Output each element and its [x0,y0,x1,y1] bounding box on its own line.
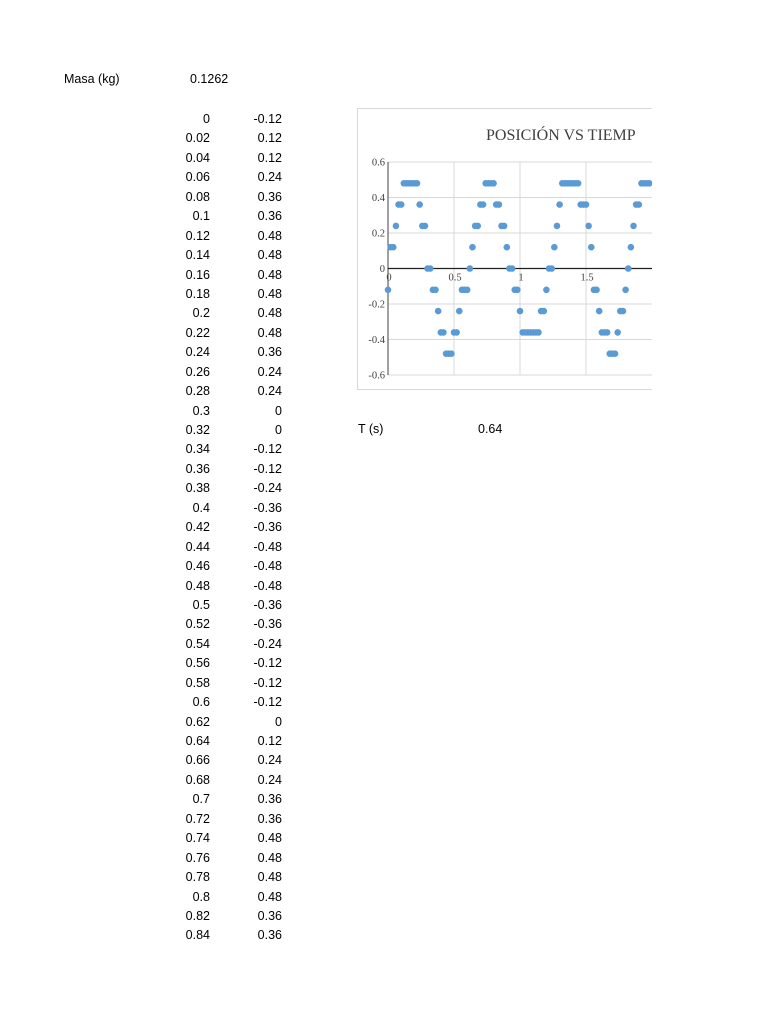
position-cell[interactable]: 0.36 [257,189,282,204]
table-row [160,751,290,770]
time-cell[interactable]: 0.84 [185,928,210,943]
data-point [554,223,561,230]
table-row [160,849,290,868]
table-row [160,829,290,848]
data-point [583,201,590,208]
position-cell[interactable]: 0.48 [257,228,282,243]
data-point [575,180,582,187]
time-cell[interactable]: 0.04 [185,150,210,165]
period-value[interactable]: 0.64 [478,422,503,436]
position-cell[interactable]: 0.48 [257,870,282,885]
time-cell[interactable]: 0.5 [192,597,210,612]
data-point [556,201,563,208]
data-point [604,329,611,336]
data-point [398,201,405,208]
data-point [517,308,524,315]
position-cell[interactable]: -0.12 [253,112,282,126]
table-row [160,149,290,168]
time-cell[interactable]: 0.24 [185,345,210,360]
time-cell[interactable]: 0.08 [185,189,210,204]
time-cell[interactable]: 0.68 [185,772,210,787]
table-row [160,654,290,673]
table-row [160,110,290,129]
time-cell[interactable]: 0.82 [185,908,210,923]
y-tick-label: 0.2 [371,228,385,240]
table-row [160,207,290,226]
time-cell[interactable]: 0.1 [192,209,210,224]
table-row [160,615,290,634]
data-point [509,265,516,272]
position-cell[interactable]: -0.12 [253,461,282,476]
time-cell[interactable]: 0.18 [185,286,210,301]
table-row [160,907,290,926]
table-row [160,227,290,246]
position-cell[interactable]: 0.12 [257,131,282,146]
time-cell[interactable]: 0.3 [192,403,210,418]
table-row [160,888,290,907]
table-row [160,168,290,187]
table-row [160,868,290,887]
data-point [593,287,600,294]
data-point [390,244,397,251]
position-cell[interactable]: 0.48 [257,325,282,340]
time-cell[interactable]: 0.44 [185,539,210,554]
data-point [440,329,447,336]
position-cell[interactable]: -0.48 [253,539,282,554]
time-cell[interactable]: 0.62 [185,714,210,729]
data-point [622,287,629,294]
data-point [469,244,476,251]
data-point [416,201,423,208]
time-cell[interactable]: 0.6 [192,695,210,710]
table-row [160,674,290,693]
data-point [435,308,442,315]
time-cell[interactable]: 0.7 [192,792,210,807]
position-cell[interactable]: -0.12 [253,675,282,690]
table-row [160,926,290,945]
table-row [160,499,290,518]
time-cell[interactable]: 0.58 [185,675,210,690]
time-cell[interactable]: 0.2 [192,306,210,321]
position-cell[interactable]: -0.48 [253,578,282,593]
position-cell[interactable]: 0 [275,423,282,437]
table-row [160,188,290,207]
x-tick-label: 0.5 [448,272,462,284]
data-point [385,287,392,294]
table-row [160,810,290,829]
table-row [160,693,290,712]
position-time-chart[interactable] [357,108,652,390]
position-cell[interactable]: -0.36 [253,520,282,535]
data-point [630,223,637,230]
time-cell[interactable]: 0.46 [185,559,210,574]
position-cell[interactable]: 0.48 [257,889,282,904]
time-cell[interactable]: 0.52 [185,617,210,632]
position-cell[interactable]: 0.48 [257,306,282,321]
data-point [393,223,400,230]
position-cell[interactable]: 0.24 [257,753,282,768]
position-cell[interactable]: 0.48 [257,286,282,301]
x-tick-label: 0 [386,272,392,284]
data-point [540,308,547,315]
data-point [474,223,481,230]
table-row [160,635,290,654]
time-cell[interactable]: 0.66 [185,753,210,768]
time-cell[interactable]: 0.54 [185,636,210,651]
table-row [160,285,290,304]
data-point [427,265,434,272]
time-cell[interactable]: 0.22 [185,325,210,340]
time-cell[interactable]: 0.4 [192,500,210,515]
position-cell[interactable]: -0.36 [253,500,282,515]
data-point [414,180,421,187]
period-label: T (s) [358,422,384,436]
position-cell[interactable]: 0.48 [257,267,282,282]
data-point [514,287,521,294]
data-point [535,329,542,336]
position-cell[interactable]: -0.12 [253,695,282,710]
time-cell[interactable]: 0.76 [185,850,210,865]
time-cell[interactable]: 0.64 [185,734,210,748]
y-tick-label: -0.2 [368,299,385,311]
table-row [160,538,290,557]
position-cell[interactable]: 0.48 [257,831,282,846]
table-row [160,246,290,265]
data-point [422,223,429,230]
time-cell[interactable]: 0.06 [185,170,210,185]
time-cell[interactable]: 0.34 [185,442,210,457]
y-tick-label: 0.6 [371,157,385,169]
table-row [160,713,290,732]
chart-plot [358,109,652,389]
position-cell[interactable]: 0.36 [257,811,282,826]
data-point [548,265,555,272]
time-cell[interactable]: 0.78 [185,870,210,885]
data-point [467,265,474,272]
table-row [160,304,290,323]
table-row [160,402,290,421]
position-cell[interactable]: 0.36 [257,209,282,224]
position-cell[interactable]: 0.36 [257,345,282,360]
time-cell[interactable]: 0.36 [185,461,210,476]
data-point [588,244,595,251]
table-row [160,129,290,148]
position-cell[interactable]: 0.36 [257,908,282,923]
table-row [160,343,290,362]
data-point [501,223,508,230]
data-point [636,201,643,208]
position-cell[interactable]: 0.24 [257,384,282,399]
table-row [160,790,290,809]
data-point [543,287,550,294]
time-cell[interactable]: 0.14 [185,248,210,263]
data-point [496,201,503,208]
data-point [490,180,497,187]
position-cell[interactable]: 0.12 [257,150,282,165]
time-cell[interactable]: 0.32 [185,423,210,437]
table-row [160,479,290,498]
data-point [625,265,632,272]
table-row [160,557,290,576]
data-point [453,329,460,336]
position-cell[interactable]: 0.24 [257,772,282,787]
data-point [504,244,511,251]
mass-label: Masa (kg) [64,72,120,86]
time-cell[interactable]: 0.28 [185,384,210,399]
position-cell[interactable]: -0.36 [253,597,282,612]
table-row [160,518,290,537]
table-row [160,596,290,615]
position-cell[interactable]: 0.36 [257,792,282,807]
position-cell[interactable]: -0.24 [253,636,282,651]
time-cell[interactable]: 0.48 [185,578,210,593]
table-row [160,266,290,285]
y-tick-label: -0.6 [368,370,385,382]
position-cell[interactable]: -0.48 [253,559,282,574]
time-cell[interactable]: 0.16 [185,267,210,282]
time-cell[interactable]: 0.02 [185,131,210,146]
data-point [480,201,487,208]
position-cell[interactable]: -0.12 [253,656,282,671]
position-cell[interactable]: -0.12 [253,442,282,457]
position-cell[interactable]: 0 [275,403,282,418]
x-tick-label: 1.5 [580,272,594,284]
data-point [596,308,603,315]
time-cell[interactable]: 0.42 [185,520,210,535]
position-cell[interactable]: 0.24 [257,170,282,185]
table-row [160,363,290,382]
time-cell[interactable]: 0.74 [185,831,210,846]
time-cell[interactable]: 0.72 [185,811,210,826]
x-tick-label: 1 [518,272,524,284]
table-row [160,382,290,401]
chart-title: POSICIÓN VS TIEMP [486,127,636,144]
y-tick-label: 0.4 [371,193,385,204]
data-point [585,223,592,230]
data-point [432,287,439,294]
y-tick-label: -0.4 [368,335,385,346]
table-row [160,324,290,343]
table-row [160,732,290,751]
position-cell[interactable]: -0.24 [253,481,282,496]
table-row [160,460,290,479]
data-point [448,350,455,357]
data-point [628,244,635,251]
position-cell[interactable]: 0.24 [257,364,282,379]
position-cell[interactable]: 0.48 [257,850,282,865]
mass-value[interactable]: 0.1262 [190,72,229,86]
position-cell[interactable]: -0.36 [253,617,282,632]
position-cell[interactable]: 0.12 [257,734,282,748]
time-cell[interactable]: 0.56 [185,656,210,671]
position-cell[interactable]: 0.36 [257,928,282,943]
data-point [456,308,463,315]
time-cell[interactable]: 0 [203,112,210,126]
time-cell[interactable]: 0.26 [185,364,210,379]
data-table [160,110,290,946]
position-cell[interactable]: 0.48 [257,248,282,263]
table-row [160,421,290,440]
data-point [620,308,627,315]
data-point [612,350,619,357]
data-point [551,244,558,251]
table-row [160,440,290,459]
data-point [464,287,471,294]
time-cell[interactable]: 0.8 [192,889,210,904]
y-tick-label: 0 [379,264,385,275]
table-row [160,577,290,596]
table-row [160,771,290,790]
time-cell[interactable]: 0.12 [185,228,210,243]
data-point [614,329,621,336]
time-cell[interactable]: 0.38 [185,481,210,496]
position-cell[interactable]: 0 [275,714,282,729]
